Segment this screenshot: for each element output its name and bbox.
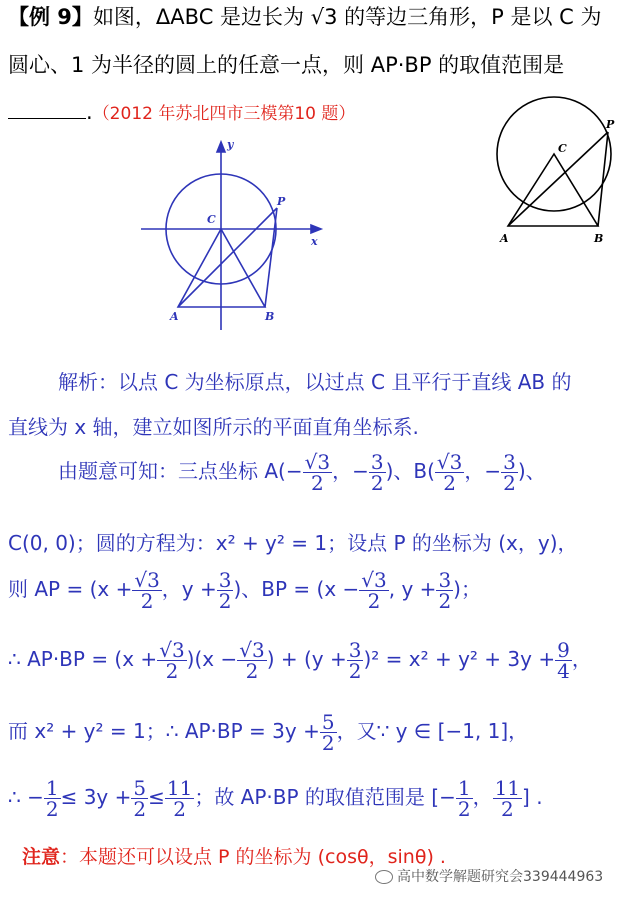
a-label: A <box>170 310 179 323</box>
frac-j: $\frac{1}{2}$ <box>45 776 59 821</box>
frac-d: $\frac{3}{2}$ <box>438 568 452 613</box>
solution-line-7 <box>8 712 528 753</box>
frac-e: $\frac{√3}{2}$ <box>159 638 185 683</box>
vec-ap-y: ，y + <box>161 577 217 601</box>
note-text: ：本题还可以设点 P 的坐标为 (cosθ，sinθ) . <box>60 846 446 868</box>
triangle-right <box>508 154 598 226</box>
frac-a: $\frac{√3}{2}$ <box>134 568 160 613</box>
frac-k: $\frac{5}{2}$ <box>133 776 147 821</box>
solution-line-8 <box>8 778 543 819</box>
problem-line-3 <box>8 97 355 129</box>
segment-ap <box>178 208 277 307</box>
segment-bp <box>265 208 277 307</box>
a-label-right: A <box>500 232 509 245</box>
coord-sep-b: ，− <box>464 459 502 483</box>
frac-l: $\frac{11}{2}$ <box>166 776 193 821</box>
range-d: ；故 AP·BP 的取值范围是 [− <box>194 785 456 809</box>
solution-line-2: 直线为 x 轴，建立如图所示的平面直角坐标系. <box>8 415 419 439</box>
note-label: 注意 <box>22 846 61 868</box>
frac-3-2-b: $\frac{3}{2}$ <box>503 450 516 495</box>
x-label: x <box>311 235 318 248</box>
wechat-icon <box>375 870 393 884</box>
coord-a-lead: 由题意可知：三点坐标 A(− <box>58 459 303 483</box>
solution-line-3 <box>58 452 546 493</box>
coord-b-end: )、 <box>517 459 546 483</box>
vec-end: )； <box>453 577 481 601</box>
range-f: ] . <box>522 785 543 809</box>
segment-bp-right <box>598 132 608 226</box>
frac-i: $\frac{5}{2}$ <box>321 710 335 755</box>
problem-text-1: 如图，ΔABC 是边长为 √3 的等边三角形，P 是以 C 为 <box>92 5 602 29</box>
watermark-text: 高中数学解题研究会339444963 <box>397 869 604 885</box>
simplify-a: 而 x² + y² = 1；∴ AP·BP = 3y + <box>8 719 320 743</box>
frac-3-2: $\frac{3}{2}$ <box>370 450 384 495</box>
c-label-right: C <box>558 142 567 155</box>
dot-product-c: ) + (y + <box>266 647 347 671</box>
frac-sqrt3-2-b: $\frac{√3}{2}$ <box>436 450 463 495</box>
note-line <box>22 842 446 869</box>
coord-b-lead: )、B( <box>385 459 435 483</box>
solution-line-4: C(0, 0)；圆的方程为：x² + y² = 1；设点 P 的坐标为 (x，y)， <box>8 531 578 555</box>
problem-source: （2012 年苏北四市三模第10 题） <box>92 104 356 124</box>
frac-n: $\frac{11}{2}$ <box>494 776 521 821</box>
dot-product-end: ， <box>571 647 592 671</box>
frac-b: $\frac{3}{2}$ <box>218 568 232 613</box>
simplify-b: ，又∵ y ∈ [−1, 1]， <box>336 719 529 743</box>
frac-m: $\frac{1}{2}$ <box>457 776 471 821</box>
problem-tag: 【例 9】 <box>8 5 93 29</box>
range-c: ≤ <box>148 785 165 809</box>
p-label-right: P <box>606 118 615 131</box>
solution-line-5 <box>8 570 481 611</box>
range-e: ， <box>472 785 493 809</box>
frac-c: $\frac{√3}{2}$ <box>361 568 387 613</box>
p-label: P <box>277 195 286 208</box>
coord-sep: ，− <box>332 459 369 483</box>
frac-sqrt3-2: $\frac{√3}{2}$ <box>304 450 331 495</box>
problem-period: . <box>86 100 93 124</box>
solution-line-6 <box>8 640 592 681</box>
problem-line-1 <box>8 2 602 32</box>
vec-ap-def: 则 AP = (x + <box>8 577 133 601</box>
dot-product-d: )² = x² + y² + 3y + <box>363 647 556 671</box>
frac-g: $\frac{3}{2}$ <box>348 638 362 683</box>
y-label: y <box>227 140 234 151</box>
c-label: C <box>207 213 216 226</box>
range-a: ∴ − <box>8 785 44 809</box>
watermark <box>375 866 603 886</box>
dot-product-b: )(x − <box>186 647 238 671</box>
figure-right <box>492 92 622 252</box>
vec-bp-y: , y + <box>388 577 437 601</box>
vec-bp-def: )、BP = (x − <box>233 577 360 601</box>
y-axis-arrow <box>217 142 225 152</box>
figure-left <box>135 140 335 335</box>
frac-f: $\frac{√3}{2}$ <box>239 638 265 683</box>
b-label: B <box>265 310 275 323</box>
answer-blank <box>8 98 86 119</box>
b-label-right: B <box>594 232 604 245</box>
x-axis-arrow <box>311 225 321 233</box>
solution-line-1: 解析：以点 C 为坐标原点，以过点 C 且平行于直线 AB 的 <box>58 370 572 394</box>
frac-h: $\frac{9}{4}$ <box>557 638 570 683</box>
range-b: ≤ 3y + <box>60 785 132 809</box>
problem-line-2: 圆心、1 为半径的圆上的任意一点，则 AP·BP 的取值范围是 <box>8 53 565 77</box>
dot-product-a: ∴ AP·BP = (x + <box>8 647 158 671</box>
